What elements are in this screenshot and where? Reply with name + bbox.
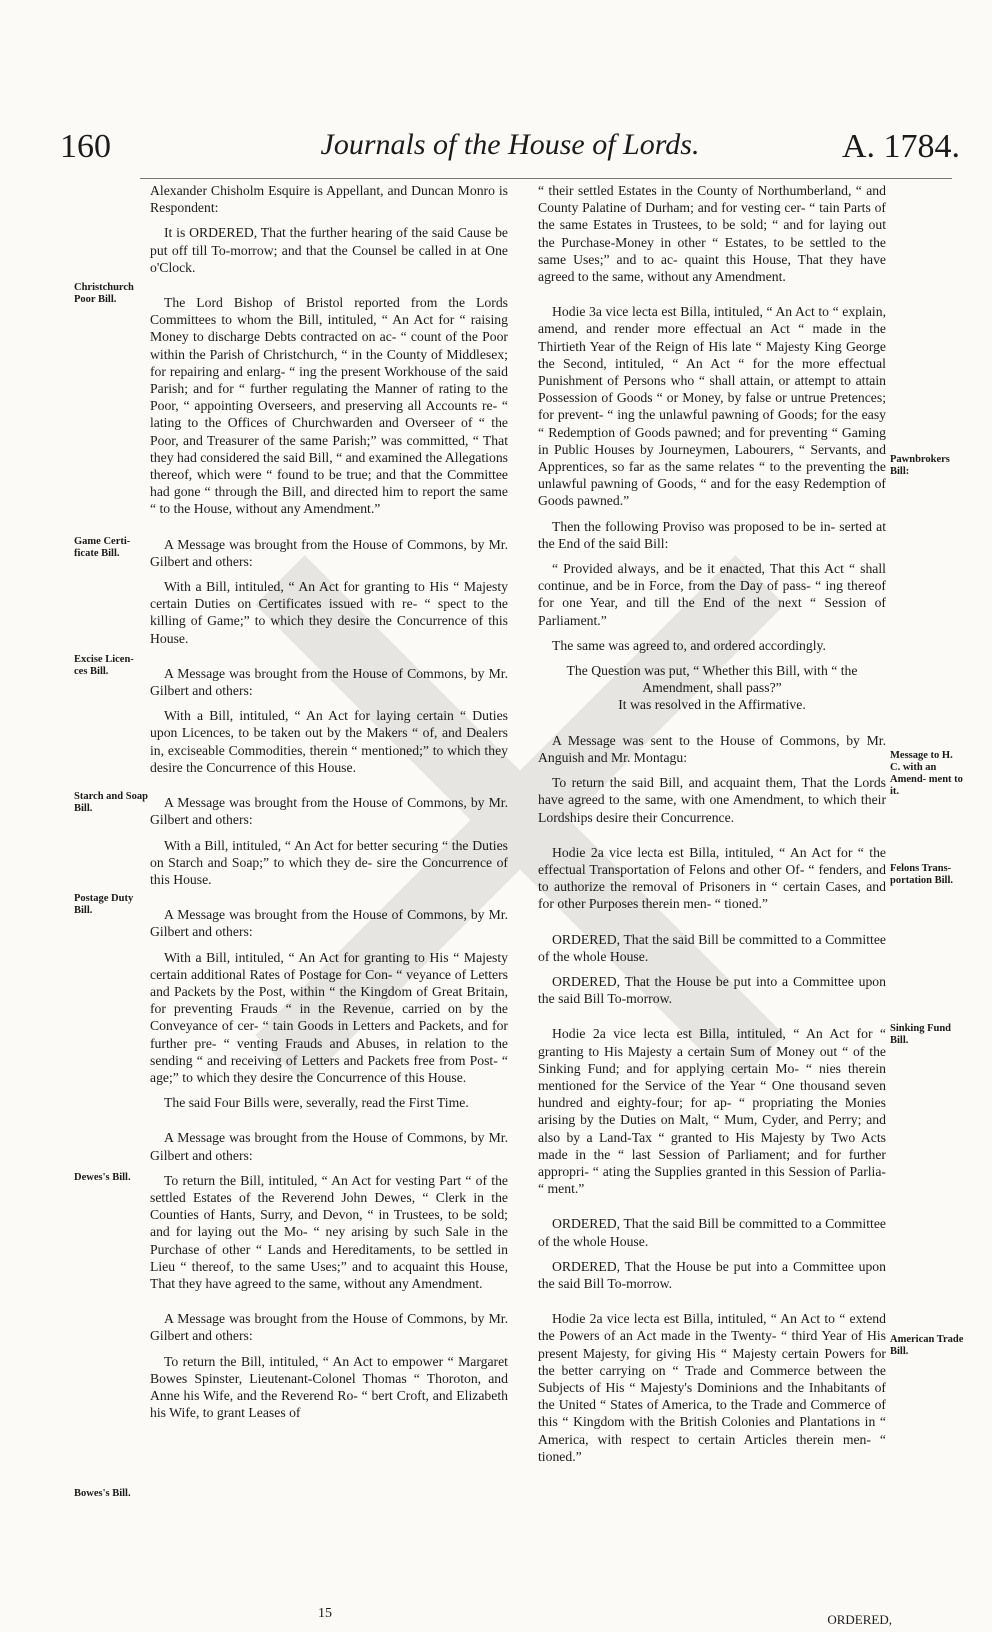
paragraph: A Message was brought from the House of Commons, by Mr. Gilbert and others: — [150, 1130, 508, 1163]
margin-note-sinking: Sinking Fund Bill. — [890, 1023, 952, 1046]
paragraph: Hodie 2a vice lecta est Billa, intituled, “ An Act to “ extend the Powers of an Act made in the Twenty- “ third Year of His present Majesty, for giving His “ Majesty certain Powers for the better carrying on “ Trade and Commerce between the Subjects of His “ Majesty's Dominions and the Inhabitants of the United “ States of America, to the Trade and Commerce of this “ Kingdom with the British Colonies and Plantations in “ America, with respect to certain Articles therein men- “ tioned.” — [538, 1311, 886, 1464]
journal-title: Journals of the House of Lords. — [320, 128, 700, 161]
paragraph: To return the said Bill, and acquaint them, That the Lords have agreed to the same, with one Amendment, to which their Lordships desire their Concurrence. — [538, 775, 886, 825]
paragraph: Then the following Proviso was proposed to be in- serted at the End of the said Bill: — [538, 518, 886, 551]
paragraph: ORDERED, That the said Bill be committed to a Committee of the whole House. — [538, 1216, 886, 1249]
page-header — [60, 128, 960, 178]
paragraph: The Question was put, “ Whether this Bill, with “ the Amendment, shall pass?” — [566, 663, 858, 696]
paragraph: “ Provided always, and be it enacted, That this Act “ shall continue, and be in Force, from the Day of pass- “ ing thereof for one Year, and till the End of the next “ Session of Parliament.” — [538, 561, 886, 628]
header-rule — [140, 178, 952, 179]
margin-note-game: Game Certi- ficate Bill. — [74, 536, 131, 559]
paragraph: “ their settled Estates in the County of Northumberland, “ and County Palatine of Durham; and for vesting cer- “ tain Parts of the same Estates in Trustees, to be sold; “ and for laying out the Purchase-Money in other “ Estates, to be settled to the same Uses;” and to ac- quaint this House, That they have agreed to the same, without any Amendment. — [538, 183, 886, 285]
paragraph: The said Four Bills were, severally, read the First Time. — [164, 1095, 469, 1111]
margin-note-felons: Felons Trans- portation Bill. — [890, 863, 954, 886]
paragraph: With a Bill, intituled, “ An Act for granting to His “ Majesty certain Duties on Certificates issued with re- “ spect to the killing of Game;” to which they desire the Concurrence of this House. — [150, 579, 508, 646]
paragraph: Hodie 3a vice lecta est Billa, intituled, “ An Act to “ explain, amend, and render more effectual an Act “ made in the Thirtieth Year of the Reign of His late “ Majesty King George the Second, intituled, “ An Act “ for the more effectual Punishment of Persons who “ shall attain, or attempt to attain Possession of Goods “ or Money, by false or untrue Pretences; for prevent- “ ing the unlawful pawning of Goods; for the easy “ Redemption of Goods pawned; and for preventing “ Gaming in Public Houses by Journeymen, Labourers, “ Servants, and Apprentices, so far as the same relates “ to the preventing the unlawful pawning of Goods, “ and for the easy Redemption of Goods pawned.” — [538, 304, 886, 509]
paragraph: ORDERED, That the House be put into a Committee upon the said Bill To-morrow. — [538, 1258, 886, 1291]
paragraph: With a Bill, intituled, “ An Act for laying certain “ Duties upon Licences, to be taken out by the Makers “ of, and Dealers in, exciseable Commodities, therein “ mentioned;” to which they desire the Concurrence of this House. — [150, 708, 508, 775]
paragraph: To return the Bill, intituled, “ An Act for vesting Part “ of the settled Estates of the Reverend John Dewes, “ Clerk in the Counties of Hants, Surry, and Devon, “ in Trustees, to be sold; and for laying out the Mo- “ ney arising by such Sale in the Purchase of other “ Lands and Hereditaments, to be settled in Lieu “ thereof, to the same Uses;” and to acquaint this House, That they have agreed to the same, without any Amendment. — [150, 1172, 508, 1291]
paragraph: ORDERED, That the said Bill be committed to a Committee of the whole House. — [538, 931, 886, 964]
paragraph: A Message was brought from the House of Commons, by Mr. Gilbert and others: — [150, 907, 508, 940]
paragraph: With a Bill, intituled, “ An Act for better securing “ the Duties on Starch and Soap;” to which they de- sire the Concurrence of this House. — [150, 837, 508, 887]
catchword: ORDERED, — [827, 1612, 892, 1627]
margin-note-bowes: Bowes's Bill. — [74, 1488, 131, 1499]
paragraph: A Message was brought from the House of Commons, by Mr. Gilbert and others: — [150, 665, 508, 699]
paragraph: Alexander Chisholm Esquire is Appellant, and Duncan Monro is Respondent: — [150, 183, 508, 216]
paragraph: ORDERED, That the House be put into a Committee upon the said Bill To-morrow. — [538, 973, 886, 1007]
paragraph: It was resolved in the Affirmative. — [618, 697, 806, 713]
left-column — [150, 182, 508, 1429]
paragraph: A Message was brought from the House of Commons, by Mr. Gilbert and others: — [150, 1311, 508, 1344]
margin-note-pawnbrokers: Pawnbrokers Bill: — [890, 454, 950, 477]
right-column — [538, 182, 886, 1473]
margin-note-message-hc: Message to H. C. with an Amend- ment to it. — [890, 750, 963, 797]
margin-note-postage: Postage Duty Bill. — [74, 893, 134, 916]
paragraph: The same was agreed to, and ordered accordingly. — [552, 637, 826, 653]
paragraph: Hodie 2a vice lecta est Billa, intituled, “ An Act for “ the effectual Transportation of Felons and other Of- “ fenders, and to authorize the removal of Prisoners in “ certain Cases, and for other Purposes therein men- “ tioned.” — [538, 844, 886, 912]
paragraph: Hodie 2a vice lecta est Billa, intituled, “ An Act for “ granting to His Majesty a certain Sum of Money out “ of the Sinking Fund; and for applying certain Mo- “ nies therein mentioned for the Service of the Year “ One thousand seven hundred and eighty-four; for ap- “ propriating the Monies arising by the Duties on Malt, “ Mum, Cyder, and Perry; and also by a Land-Tax “ granted to His Majesty by Two Acts made in the “ last Session of Parliament; and for further appropri- “ ating the Supplies granted in this Session of Parlia- “ ment.” — [538, 1026, 886, 1197]
paragraph: To return the Bill, intituled, “ An Act to empower “ Margaret Bowes Spinster, Lieutenant-Colonel Thomas “ Thoroton, and Anne his Wife, and the Reverend Ro- “ bert Croft, and Elizabeth his Wife, to grant Leases of — [150, 1353, 508, 1421]
margin-note-excise: Excise Licen- ces Bill. — [74, 654, 134, 677]
margin-note-dewes: Dewes's Bill. — [74, 1172, 131, 1183]
year: A. 1784. — [841, 128, 960, 165]
page-number: 160 — [60, 128, 111, 165]
paragraph: A Message was brought from the House of Commons, by Mr. Gilbert and others: — [150, 795, 508, 828]
margin-note-american: American Trade Bill. — [890, 1334, 964, 1357]
paragraph: With a Bill, intituled, “ An Act for granting to His “ Majesty certain additional Rates of Postage for Con- “ veyance of Letters and Packets by the Post, within “ the Kingdom of Great Britain, for preventing Frauds “ in the Revenue, carried on by the Conveyance of cer- “ tain Goods in Letters and Packets, and for further pre- “ venting Frauds and Abuses, in relation to the sending “ and receiving of Letters and Packets free from Post- “ age;” to which they desire the Concurrence of this House. — [150, 949, 508, 1085]
margin-note-christchurch: Christchurch Poor Bill. — [74, 282, 134, 305]
margin-note-starch: Starch and Soap Bill. — [74, 791, 148, 814]
paragraph: It is ORDERED, That the further hearing of the said Cause be put off till To-morrow; and that the Counsel be called in at One o'Clock. — [150, 225, 508, 275]
paragraph: A Message was sent to the House of Commons, by Mr. Anguish and Mr. Montagu: — [538, 732, 886, 765]
signature-mark: 15 — [318, 1606, 332, 1621]
paragraph: The Lord Bishop of Bristol reported from the Lords Committees to whom the Bill, intituled, “ An Act for “ raising Money to discharge Debts contracted on ac- “ count of the Poor within the Parish of Christchurch, “ in the County of Middlesex; for repairing and enlarg- “ ing the present Workhouse of the said Parish; and for “ further regulating the Manner of rating to the Poor, “ appointing Overseers, and preserving all Accounts re- “ lating to the Offices of Churchwarden and Overseer of “ the Poor, and Treasurer of the same Parish;” was committed, “ That they had considered the said Bill, “ and examined the Allegations thereof, which were “ found to be true; and that the Committee had gone “ through the Bill, and directed him to report the same “ to the House, without any Amendment.” — [150, 295, 508, 517]
paragraph: A Message was brought from the House of Commons, by Mr. Gilbert and others: — [150, 536, 508, 569]
